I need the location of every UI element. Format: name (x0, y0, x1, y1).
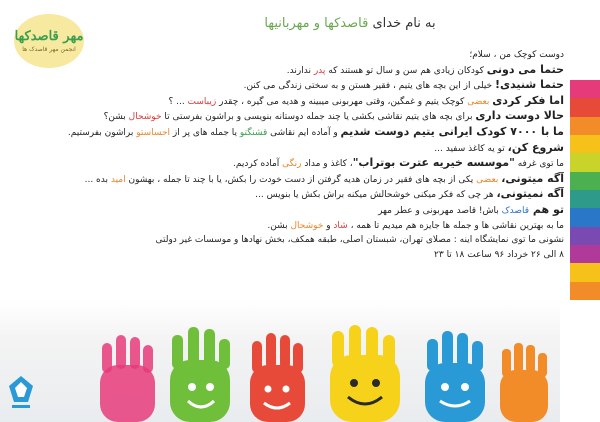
text-line (54, 141, 564, 157)
text-line (54, 94, 564, 110)
text-segment: ما به بهترین نقاشی ها و جمله ها جایزه هم میدیم تا همه ، (347, 220, 564, 231)
hand-blue (425, 331, 485, 422)
color-stripe (570, 135, 600, 153)
text-line (54, 48, 564, 63)
text-segment: نشونی ما توی نمایشگاه اینه : مصلای تهران، شبستان اصلی، طبقه همکف، بخش نهادها و موسسات غیر دولتی (155, 235, 564, 246)
text-segment: یا جمله های پر از (170, 127, 240, 138)
color-stripe (570, 227, 600, 245)
text-segment: ۸ الی ۲۶ خرداد ۹۶ ساعت ۱۸ تا ۲۳ (434, 249, 564, 260)
text-highlight: زیباست (187, 96, 217, 107)
text-segment: ما توی غرفه (514, 159, 564, 170)
hand-orange (500, 343, 548, 422)
text-line (54, 187, 564, 203)
color-stripe (570, 190, 600, 208)
text-highlight: قاصدک (501, 205, 530, 216)
text-line (54, 233, 564, 248)
text-highlight: خوشحال (290, 220, 324, 231)
organization-emblem-icon (6, 372, 36, 412)
hand-green (170, 327, 230, 422)
hand-yellow (330, 325, 400, 422)
title-prefix: به نام خدای (372, 16, 436, 31)
text-segment: تو یه کاغذ سفید ... (434, 143, 508, 154)
text-segment: باش! قاصد مهربونی و عطر مهر (378, 205, 502, 216)
color-stripe (570, 282, 600, 300)
text-line (54, 172, 564, 188)
text-line (54, 156, 564, 172)
text-line (54, 219, 564, 234)
text-highlight: احساستو (136, 127, 171, 138)
text-highlight: حتما می دونی (486, 62, 564, 76)
text-highlight: حالا دوست داری (475, 109, 564, 123)
text-highlight: شروع کن، (507, 140, 564, 154)
text-segment: کودکان زیادی هم سن و سال تو هستند که (325, 65, 487, 76)
text-line (54, 78, 564, 94)
text-highlight: پدر (313, 65, 326, 76)
text-highlight: امید (110, 174, 126, 185)
color-stripe (570, 172, 600, 190)
text-highlight: اما فکر کردی (492, 93, 564, 107)
text-highlight: رنگی (282, 159, 302, 170)
painted-hands-illustration (80, 325, 550, 422)
text-segment: کوچک یتیم و غمگین، وقتی مهربونی میبینه و هدیه می گیره ، چقدر (216, 96, 468, 107)
text-line (54, 125, 564, 141)
text-highlight: تو هم (529, 202, 564, 216)
text-segment: یکی از بچه های فقیر در زمان هدیه گرفتن از دست خودت را بکش، یا با چند تا جمله ، بهشون (125, 174, 477, 185)
text-segment: بده ... (84, 174, 111, 185)
color-stripe (570, 245, 600, 263)
text-segment: بشن. (267, 220, 291, 231)
text-highlight: آگه میتونی، (501, 171, 564, 185)
text-segment: و آماده ایم نقاشی (267, 127, 341, 138)
color-stripe (570, 153, 600, 171)
text-segment: ، کاغذ و مداد (301, 159, 353, 170)
text-highlight: شاد (333, 220, 348, 231)
color-stripe (570, 263, 600, 281)
color-stripe (570, 208, 600, 226)
color-stripe (570, 98, 600, 116)
text-segment: هر چی که فکر میکنی خوشحالش میکنه براش بکش یا بنویس ... (255, 190, 497, 201)
text-highlight: بعضی (467, 96, 490, 107)
text-highlight: بعضی (476, 174, 499, 185)
color-stripe (570, 117, 600, 135)
text-highlight: خوشحال (128, 112, 162, 123)
text-highlight: ما با ۷۰۰۰ کودک ایرانی یتیم دوست شدیم (340, 124, 564, 138)
text-highlight: قشنگتو (239, 127, 268, 138)
text-segment: برای بچه های یتیم نقاشی بکشی یا چند جمله دوستانه بنویسی و براشون بفرستی تا (161, 112, 476, 123)
hand-pink (100, 335, 155, 422)
text-line (54, 63, 564, 79)
text-line (54, 203, 564, 219)
text-segment: خیلی از این بچه های یتیم ، فقیر هستن و به سختی زندگی می کنن. (243, 81, 495, 92)
text-segment: براشون بفرستیم. (67, 127, 137, 138)
text-line (54, 248, 564, 263)
hand-red (250, 333, 305, 422)
text-segment: و (323, 220, 334, 231)
text-segment: دوست کوچک من ، سلام؛ (469, 50, 564, 60)
text-segment: بشن؟ (103, 112, 129, 123)
page-title (150, 16, 550, 31)
logo-sub-text: انجمن مهر قاصدک ها (22, 45, 76, 53)
title-highlight: قاصدکها و مهربانیها (264, 16, 369, 31)
color-stripe (570, 80, 600, 98)
text-line (54, 109, 564, 125)
text-block (54, 48, 564, 262)
logo-main-text: مهر قاصدکها (14, 28, 84, 44)
text-highlight: آگه نمیتونی، (496, 187, 564, 201)
text-highlight: حتما شنیدی! (494, 78, 564, 92)
text-highlight: "موسسه خیریه عترت بوتراب" (352, 156, 515, 170)
text-segment: ندارند. (286, 65, 314, 76)
text-segment: آماده کردیم. (233, 159, 283, 170)
color-stripes (570, 80, 600, 300)
text-segment: ... ؟ (168, 96, 188, 107)
